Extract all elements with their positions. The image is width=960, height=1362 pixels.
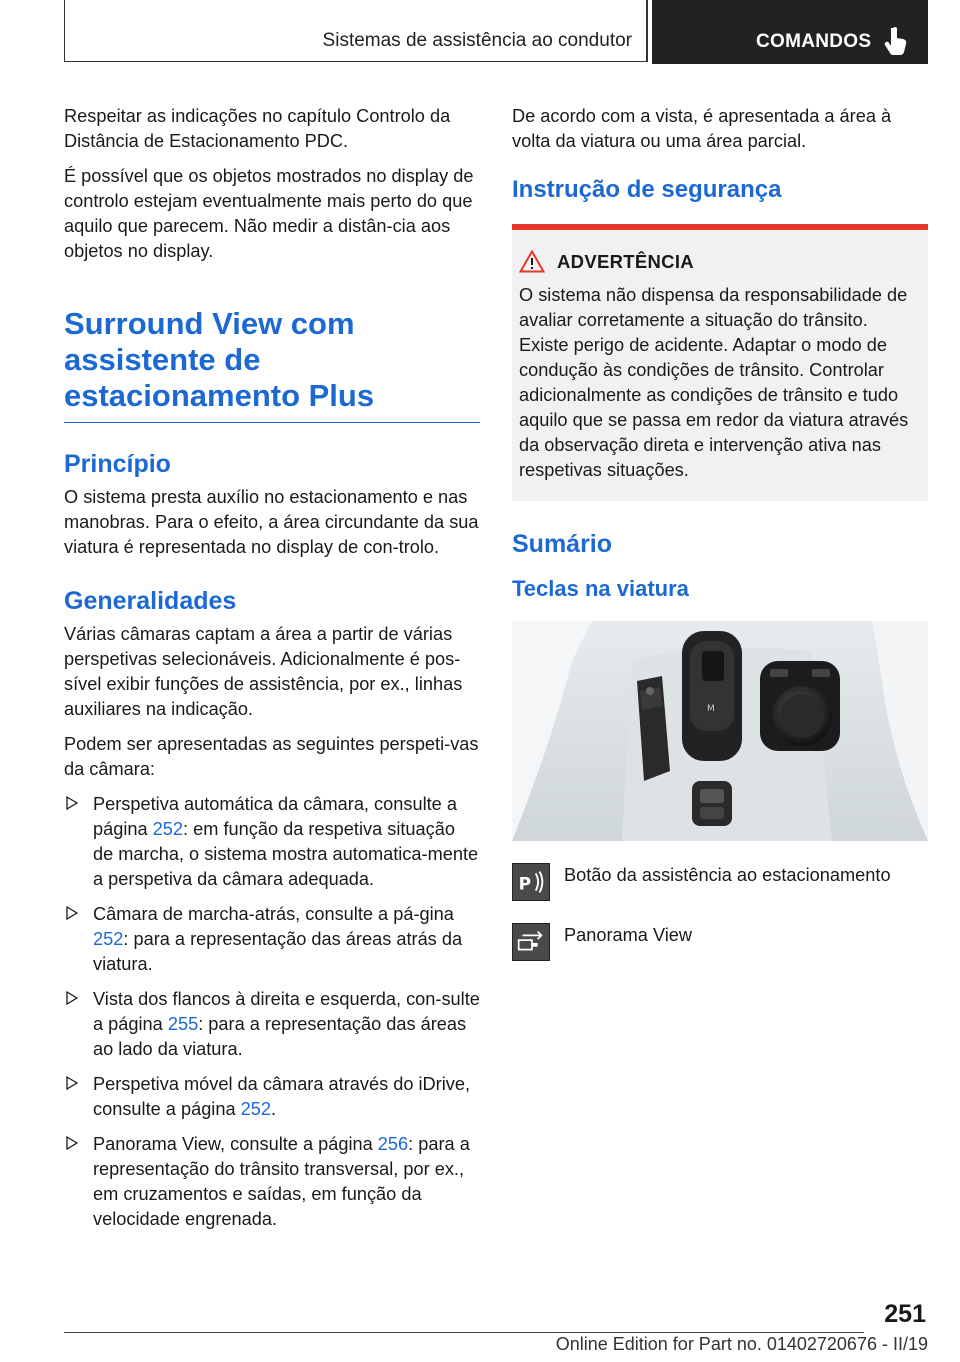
principle-text: O sistema presta auxílio no estacionamento e nas manobras. Para o efeito, a área circundante da sua viatura é representada no display de con‐trolo. bbox=[64, 487, 479, 557]
hand-pointer-icon bbox=[884, 26, 910, 56]
warning-box bbox=[512, 224, 928, 501]
triangle-bullet-icon bbox=[66, 991, 78, 1005]
legend-item bbox=[512, 923, 928, 961]
svg-text:M: M bbox=[707, 704, 715, 714]
safety-heading: Instrução de segurança bbox=[512, 176, 782, 203]
keys-heading: Teclas na viatura bbox=[512, 576, 689, 601]
section-tab bbox=[652, 0, 928, 64]
warning-title: ADVERTÊNCIA bbox=[557, 250, 694, 272]
page-link[interactable]: 256 bbox=[377, 1134, 409, 1154]
summary-heading: Sumário bbox=[512, 530, 613, 558]
intro-paragraph-2: É possível que os objetos mostrados no display de controlo estejam eventualmente mais perto do que aquilo que parecem. Não medir a distân‐cia aos objetos no display. bbox=[64, 166, 474, 261]
list-item: Perspetiva automática da câmara, consulte a página 252: em função da respetiva situação de marcha, o sistema mostra automatica‐mente a perspetiva da câmara adequada. bbox=[64, 792, 480, 892]
triangle-bullet-icon bbox=[66, 1076, 78, 1090]
page-number: 251 bbox=[884, 1300, 926, 1328]
intro-paragraph-1: Respeitar as indicações no capítulo Controlo da Distância de Estacionamento PDC. bbox=[64, 106, 451, 151]
list-item: Panorama View, consulte a página 256: para a representação do trânsito transversal, por ex., em cruzamentos e saídas, em função da velocidade engrenada. bbox=[64, 1132, 480, 1232]
page-header bbox=[64, 0, 928, 64]
warning-text: O sistema não dispensa da responsabilidade de avaliar corretamente a situação do trânsito. Existe perigo de acidente. Adaptar o modo de condução às condições de trânsito. Controlar adicionalmente as condições de trânsito e tudo aquilo que se passa em redor da viatura através da observação direta e intervenção ativa nas respetivas situações. bbox=[519, 285, 909, 480]
warning-header bbox=[519, 250, 920, 273]
triangle-bullet-icon bbox=[66, 1136, 78, 1150]
parking-assistant-icon bbox=[512, 863, 550, 901]
general-paragraph-1: Várias câmaras captam a área a partir de várias perspetivas selecionáveis. Adicionalmente é pos‐sível exibir funções de assistência, por ex., linhas auxiliares na indicação. bbox=[64, 624, 463, 719]
list-item: Perspetiva móvel da câmara através do iDrive, consulte a página 252. bbox=[64, 1072, 480, 1122]
right-column bbox=[512, 104, 928, 983]
page-link[interactable]: 252 bbox=[240, 1099, 271, 1119]
triangle-bullet-icon bbox=[66, 796, 78, 810]
list-item: Câmara de marcha-atrás, consulte a pá‐gina 252: para a representação das áreas atrás da viatura. bbox=[64, 902, 480, 977]
left-column bbox=[64, 104, 480, 1242]
header-title-box bbox=[64, 0, 648, 62]
general-paragraph-2: Podem ser apresentadas as seguintes perspeti‐vas da câmara: bbox=[64, 734, 479, 779]
svg-text:P: P bbox=[518, 874, 532, 895]
main-heading: Surround View com assistente de estacionamento Plus bbox=[64, 306, 480, 423]
panorama-view-icon bbox=[512, 923, 550, 961]
page-link[interactable]: 252 bbox=[93, 929, 124, 949]
legend-label: Panorama View bbox=[564, 925, 693, 945]
legend-item bbox=[512, 863, 928, 901]
right-intro: De acordo com a vista, é apresentada a área à volta da viatura ou uma área parcial. bbox=[512, 106, 892, 151]
page-link[interactable]: 252 bbox=[152, 819, 184, 839]
principle-heading: Princípio bbox=[64, 450, 171, 478]
legend-label: Botão da assistência ao estacionamento bbox=[564, 865, 891, 885]
edition-info: Online Edition for Part no. 01402720676 - II/19 bbox=[555, 1334, 928, 1354]
center-console-photo bbox=[512, 621, 928, 841]
section-label: COMANDOS bbox=[756, 31, 872, 52]
list-item: Vista dos flancos à direita e esquerda, con‐sulte a página 255: para a representação das áreas ao lado da viatura. bbox=[64, 987, 480, 1062]
general-heading: Generalidades bbox=[64, 587, 237, 615]
camera-perspective-list bbox=[64, 792, 480, 1232]
page-link[interactable]: 255 bbox=[167, 1014, 199, 1034]
triangle-bullet-icon bbox=[66, 906, 78, 920]
chapter-title: Sistemas de assistência ao condutor bbox=[322, 30, 632, 51]
warning-triangle-icon bbox=[519, 250, 545, 273]
footer-divider bbox=[64, 1332, 864, 1333]
